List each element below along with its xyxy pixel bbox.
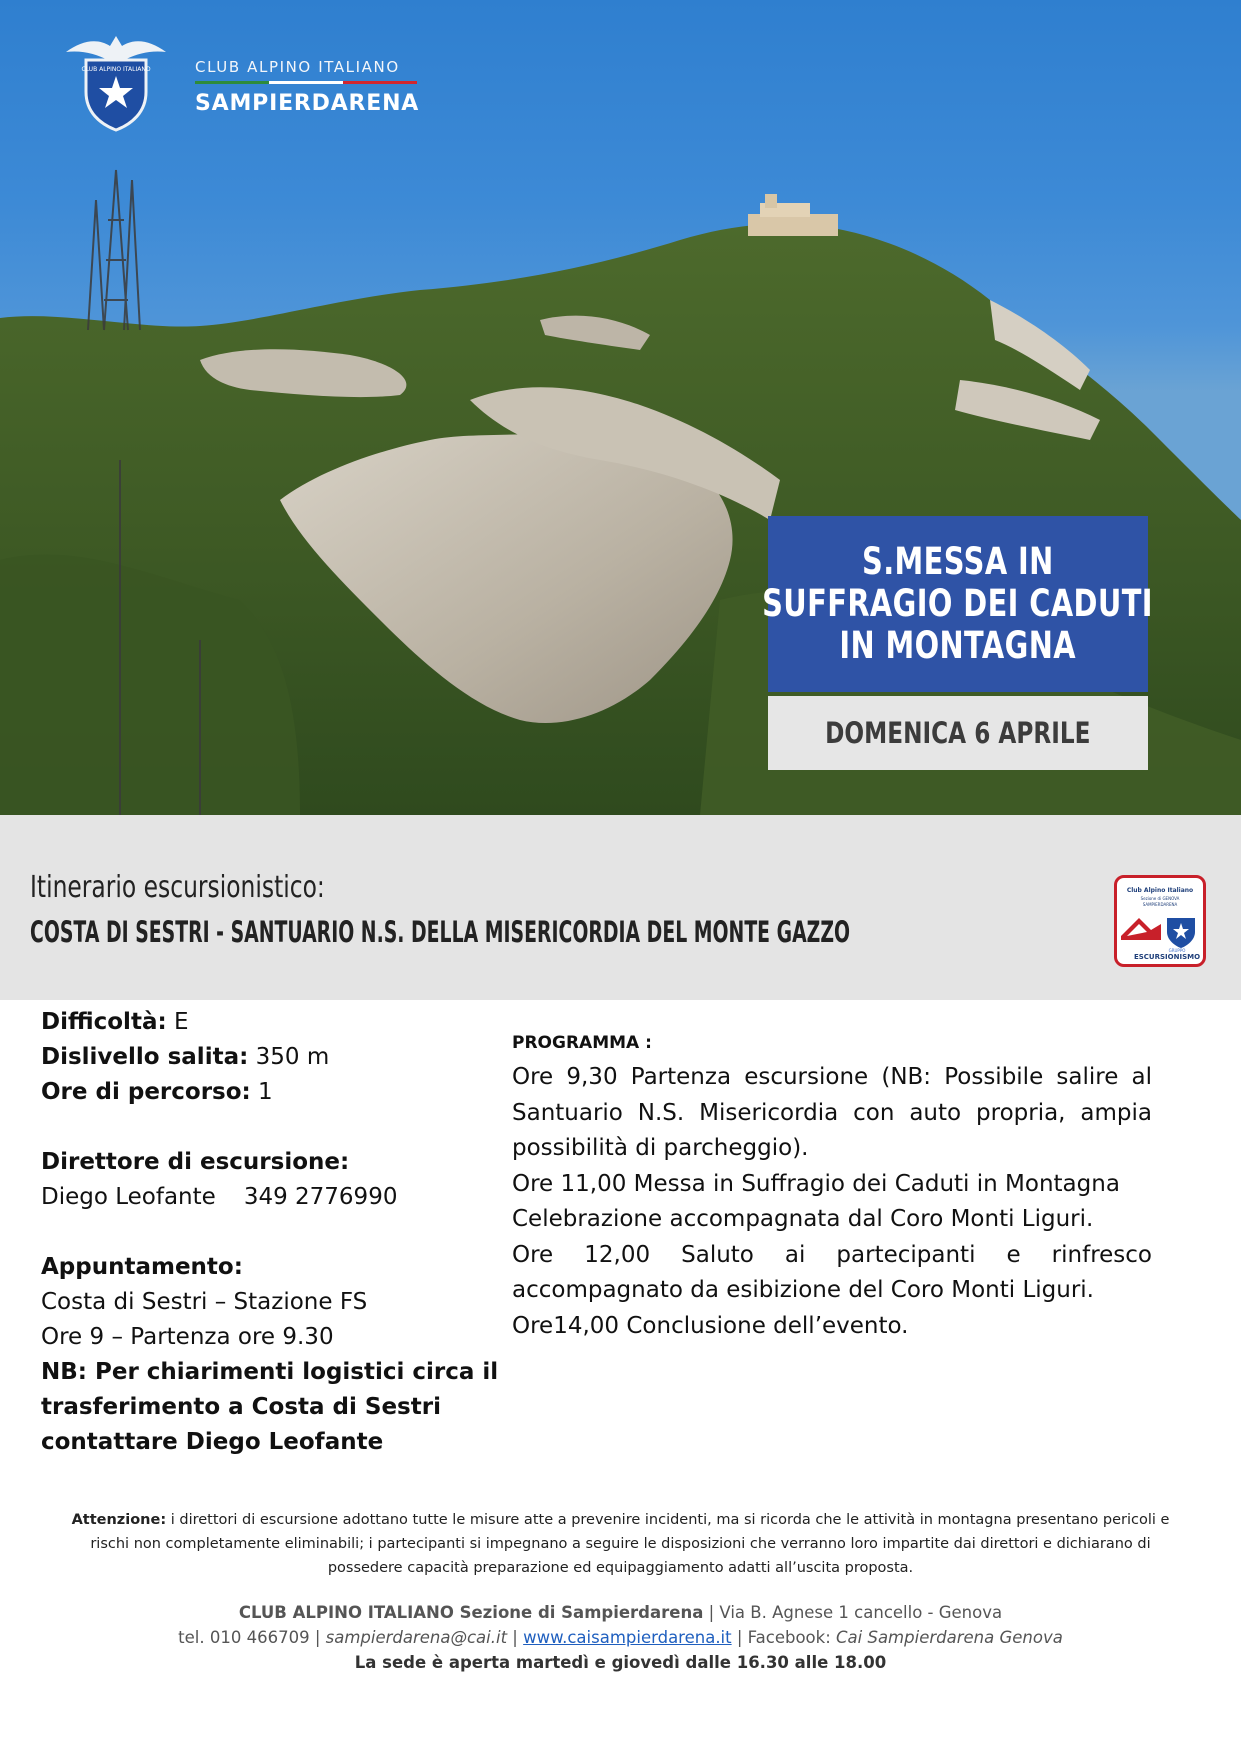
logo-shield-text: CLUB ALPINO ITALIANO [81,66,151,73]
escursionismo-badge [1114,875,1206,967]
email-link[interactable]: sampierdarena@cai.it [325,1628,508,1647]
address: | Via B. Agnese 1 cancello - Genova [703,1603,1003,1622]
ascent-value: 350 m [248,1044,330,1070]
director-label: Direttore di escursione: [41,1149,350,1175]
tricolor-bar [195,81,417,84]
meeting-label: Appuntamento: [41,1254,243,1280]
itinerary-route: COSTA DI SESTRI - SANTUARIO N.S. DELLA MISERICORDIA DEL MONTE GAZZO [30,915,851,949]
logo-text [195,58,419,116]
eagle-icon [66,36,166,60]
event-date-box [768,696,1148,770]
website-link[interactable]: www.caisampierdarena.it [523,1628,732,1647]
telephone: tel. 010 466709 | [178,1628,326,1647]
contacts [40,1600,1201,1675]
disclaimer-label: Attenzione: [71,1512,167,1528]
program-item: Ore 9,30 Partenza escursione (NB: Possibile salire al Santuario N.S. Misericordia con auto propria, ampia possibilità di parcheggio). [512,1064,1152,1161]
mountain-photo [0,0,1241,815]
tricolor-green [195,81,269,84]
event-title-line: IN MONTAGNA [839,624,1077,667]
program-item: Celebrazione accompagnata dal Coro Monti Liguri. [512,1206,1094,1232]
itinerary-band [0,815,1241,1000]
meeting-place: Costa di Sestri – Stazione FS [41,1289,368,1315]
ascent-label: Dislivello salita: [41,1044,249,1070]
meeting-time: Ore 9 – Partenza ore 9.30 [41,1324,334,1350]
program-item: Ore14,00 Conclusione dell’evento. [512,1312,909,1339]
event-title-line: S.MESSA IN [862,540,1054,583]
org-name: CLUB ALPINO ITALIANO Sezione di Sampierdarena [238,1603,704,1622]
badge-group-small: GRUPPO [1168,948,1186,953]
badge-line2: Sezione di GENOVA [1140,896,1180,901]
separator: | [507,1628,524,1647]
badge-line1: Club Alpino Italiano [1126,887,1194,894]
trip-details [41,1005,499,1460]
director-name: Diego Leofante [41,1184,216,1210]
difficulty-row [41,1005,481,1040]
tricolor-white [269,81,343,84]
cai-logo [62,26,170,134]
director-phone: 349 2776990 [243,1184,398,1210]
ascent-row [41,1040,481,1075]
facebook-label: | Facebook: [731,1628,837,1647]
badge-line3: SAMPIERDARENA [1142,902,1178,907]
section-name: SAMPIERDARENA [195,91,420,116]
hero-photo [0,0,1241,815]
hours-row [41,1075,481,1110]
hours-value: 1 [250,1079,273,1105]
program-body [512,1060,1152,1344]
tricolor-red [343,81,417,84]
event-title-line: SUFFRAGIO DEI CADUTI [762,582,1154,625]
hours-label: Ore di percorso: [41,1079,251,1105]
program-heading: PROGRAMMA : [512,1033,652,1053]
club-name: CLUB ALPINO ITALIANO [195,58,400,76]
disclaimer-text: i direttori di escursione adottano tutte le misure atte a prevenire incidenti, ma si ricorda che le attività in montagna presentano pericoli e rischi non completamente eliminabili; i partecipanti si impegnano a seguire le disposizioni che verranno loro impartite dai direttori e dichiarano di possedere capacità preparazione ed equipaggiamento adatti all’uscita proposta. [90,1512,1170,1576]
logistics-note-line: contattare Diego Leofante [41,1429,384,1455]
program-item: Ore 11,00 Messa in Suffragio dei Caduti in Montagna [512,1170,1120,1197]
logistics-note-line: trasferimento a Costa di Sestri [41,1394,441,1420]
badge-group: ESCURSIONISMO [1133,953,1201,961]
itinerary-label: Itinerario escursionistico: [30,870,325,905]
opening-hours: La sede è aperta martedì e giovedì dalle 16.30 alle 18.00 [354,1653,887,1672]
disclaimer [62,1508,1179,1580]
logistics-note-line: NB: Per chiarimenti logistici circa il [41,1359,499,1385]
contacts-line-2 [40,1625,1201,1650]
difficulty-value: E [166,1009,189,1035]
difficulty-label: Difficoltà: [41,1009,167,1035]
contacts-line-1 [40,1600,1201,1625]
facebook-link[interactable]: Cai Sampierdarena Genova [836,1628,1063,1647]
program-item: Ore 12,00 Saluto ai partecipanti e rinfresco accompagnato da esibizione del Coro Monti Liguri. [512,1241,1152,1303]
program-section [512,1026,1152,1344]
event-title-box [762,516,1154,692]
event-date: DOMENICA 6 APRILE [825,716,1091,750]
director-row [41,1180,481,1215]
